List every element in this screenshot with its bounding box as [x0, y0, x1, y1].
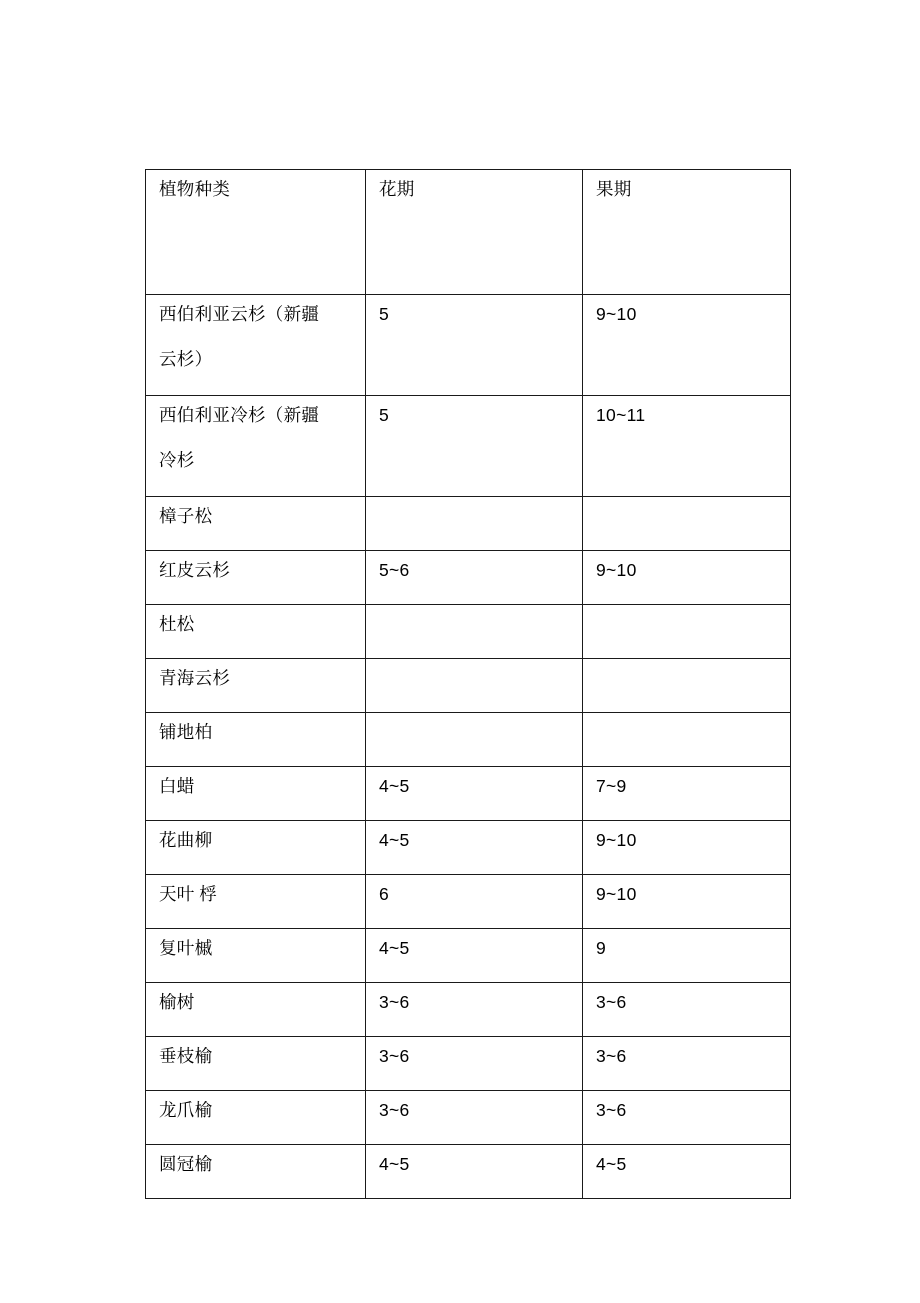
cell-species [146, 821, 366, 875]
species-name-line: 花曲柳 [159, 830, 213, 850]
cell-fruiting [583, 605, 791, 659]
cell-fruiting [583, 713, 791, 767]
cell-fruiting: 9 [583, 929, 791, 983]
species-name-line: 冷杉 [159, 449, 195, 470]
cell-flowering: 3~6 [366, 1091, 583, 1145]
cell-fruiting: 3~6 [583, 1091, 791, 1145]
table-row [146, 659, 791, 713]
cell-flowering [366, 713, 583, 767]
cell-flowering [366, 605, 583, 659]
species-name-line: 云杉） [159, 348, 213, 369]
cell-fruiting: 9~10 [583, 821, 791, 875]
cell-species [146, 659, 366, 713]
cell-species [146, 713, 366, 767]
species-name-line: 杜松 [159, 614, 195, 634]
cell-fruiting: 9~10 [583, 551, 791, 605]
cell-fruiting: 4~5 [583, 1145, 791, 1199]
table-body [146, 170, 791, 1199]
species-name-line: 铺地柏 [159, 722, 213, 742]
cell-fruiting: 10~11 [583, 396, 791, 497]
species-name-line: 龙爪榆 [159, 1100, 213, 1120]
cell-species [146, 605, 366, 659]
cell-fruiting [583, 497, 791, 551]
species-name-line: 红皮云杉 [159, 560, 231, 580]
species-name-line: 天叶 桴 [159, 884, 218, 904]
table-row [146, 295, 791, 396]
table-row [146, 929, 791, 983]
cell-flowering [366, 497, 583, 551]
cell-fruiting: 9~10 [583, 295, 791, 396]
table-row [146, 396, 791, 497]
species-name-line: 西伯利亚冷杉（新疆 [159, 405, 320, 425]
table-row [146, 1091, 791, 1145]
cell-flowering: 3~6 [366, 983, 583, 1037]
table-row [146, 767, 791, 821]
cell-species [146, 875, 366, 929]
table-row [146, 983, 791, 1037]
table-row [146, 605, 791, 659]
cell-species [146, 497, 366, 551]
cell-flowering: 4~5 [366, 1145, 583, 1199]
table-row [146, 551, 791, 605]
species-name-line: 白蜡 [159, 776, 195, 796]
cell-species [146, 1145, 366, 1199]
cell-flowering: 5 [366, 295, 583, 396]
cell-species [146, 983, 366, 1037]
table-row [146, 497, 791, 551]
column-header-fruiting: 果期 [583, 170, 791, 295]
species-name-line: 樟子松 [159, 506, 213, 526]
cell-species [146, 295, 366, 396]
species-name-line: 圆冠榆 [159, 1154, 213, 1174]
cell-species [146, 396, 366, 497]
cell-fruiting [583, 659, 791, 713]
plant-phenology-table [145, 169, 791, 1199]
species-name-line: 西伯利亚云杉（新疆 [159, 304, 320, 324]
cell-fruiting: 7~9 [583, 767, 791, 821]
cell-flowering: 3~6 [366, 1037, 583, 1091]
table-row [146, 821, 791, 875]
cell-species [146, 929, 366, 983]
plant-phenology-table-wrapper [145, 169, 790, 1199]
species-name-line: 垂枝榆 [159, 1046, 213, 1066]
table-row [146, 1145, 791, 1199]
cell-species [146, 1091, 366, 1145]
cell-flowering: 4~5 [366, 767, 583, 821]
cell-flowering: 5~6 [366, 551, 583, 605]
table-row [146, 875, 791, 929]
cell-species [146, 1037, 366, 1091]
cell-flowering: 6 [366, 875, 583, 929]
cell-flowering: 4~5 [366, 821, 583, 875]
cell-flowering: 4~5 [366, 929, 583, 983]
table-header-row [146, 170, 791, 295]
table-row [146, 1037, 791, 1091]
cell-fruiting: 3~6 [583, 1037, 791, 1091]
cell-flowering [366, 659, 583, 713]
column-header-species: 植物种类 [146, 170, 366, 295]
column-header-flowering: 花期 [366, 170, 583, 295]
cell-species [146, 551, 366, 605]
cell-species [146, 767, 366, 821]
species-name-line: 青海云杉 [159, 668, 231, 688]
table-row [146, 713, 791, 767]
cell-flowering: 5 [366, 396, 583, 497]
species-name-line: 榆树 [159, 992, 195, 1012]
cell-fruiting: 3~6 [583, 983, 791, 1037]
cell-fruiting: 9~10 [583, 875, 791, 929]
species-name-line: 复叶槭 [159, 938, 213, 958]
